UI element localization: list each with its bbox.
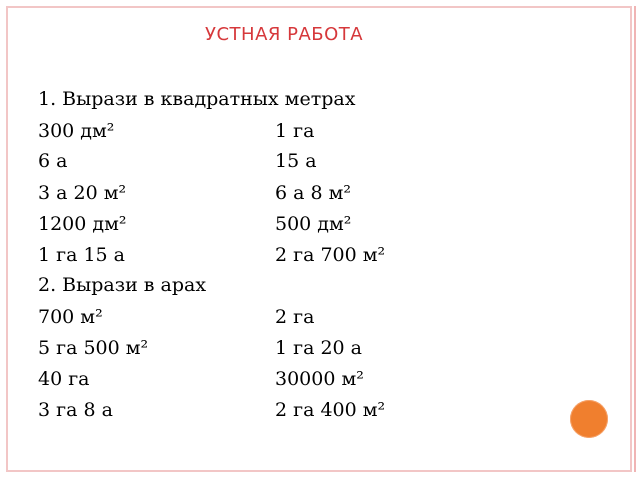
section1-heading: 1. Вырази в квадратных метрах — [38, 88, 356, 110]
task1-row3-right: 6 а 8 м² — [275, 182, 352, 204]
task1-row4-left: 1200 дм² — [38, 213, 127, 235]
task1-row5-left: 1 га 15 а — [38, 244, 125, 266]
task1-row5-right: 2 га 700 м² — [275, 244, 386, 266]
task2-row4-left: 3 га 8 а — [38, 399, 113, 421]
task1-row1-right: 1 га — [275, 120, 315, 142]
task2-row1-left: 700 м² — [38, 306, 103, 328]
slide-edge-stripe — [634, 6, 636, 472]
task1-row2-right: 15 а — [275, 150, 317, 172]
task2-row1-right: 2 га — [275, 306, 315, 328]
task2-row2-right: 1 га 20 а — [275, 337, 362, 359]
task1-row3-left: 3 а 20 м² — [38, 182, 127, 204]
task1-row1-left: 300 дм² — [38, 120, 115, 142]
task2-row2-left: 5 га 500 м² — [38, 337, 149, 359]
task2-row3-left: 40 га — [38, 368, 90, 390]
slide-title: УСТНАЯ РАБОТА — [205, 24, 364, 45]
task2-row4-right: 2 га 400 м² — [275, 399, 386, 421]
task1-row2-left: 6 а — [38, 150, 68, 172]
orange-circle-decoration — [570, 400, 608, 438]
task1-row4-right: 500 дм² — [275, 213, 352, 235]
task2-row3-right: 30000 м² — [275, 368, 364, 390]
section2-heading: 2. Вырази в арах — [38, 274, 207, 296]
